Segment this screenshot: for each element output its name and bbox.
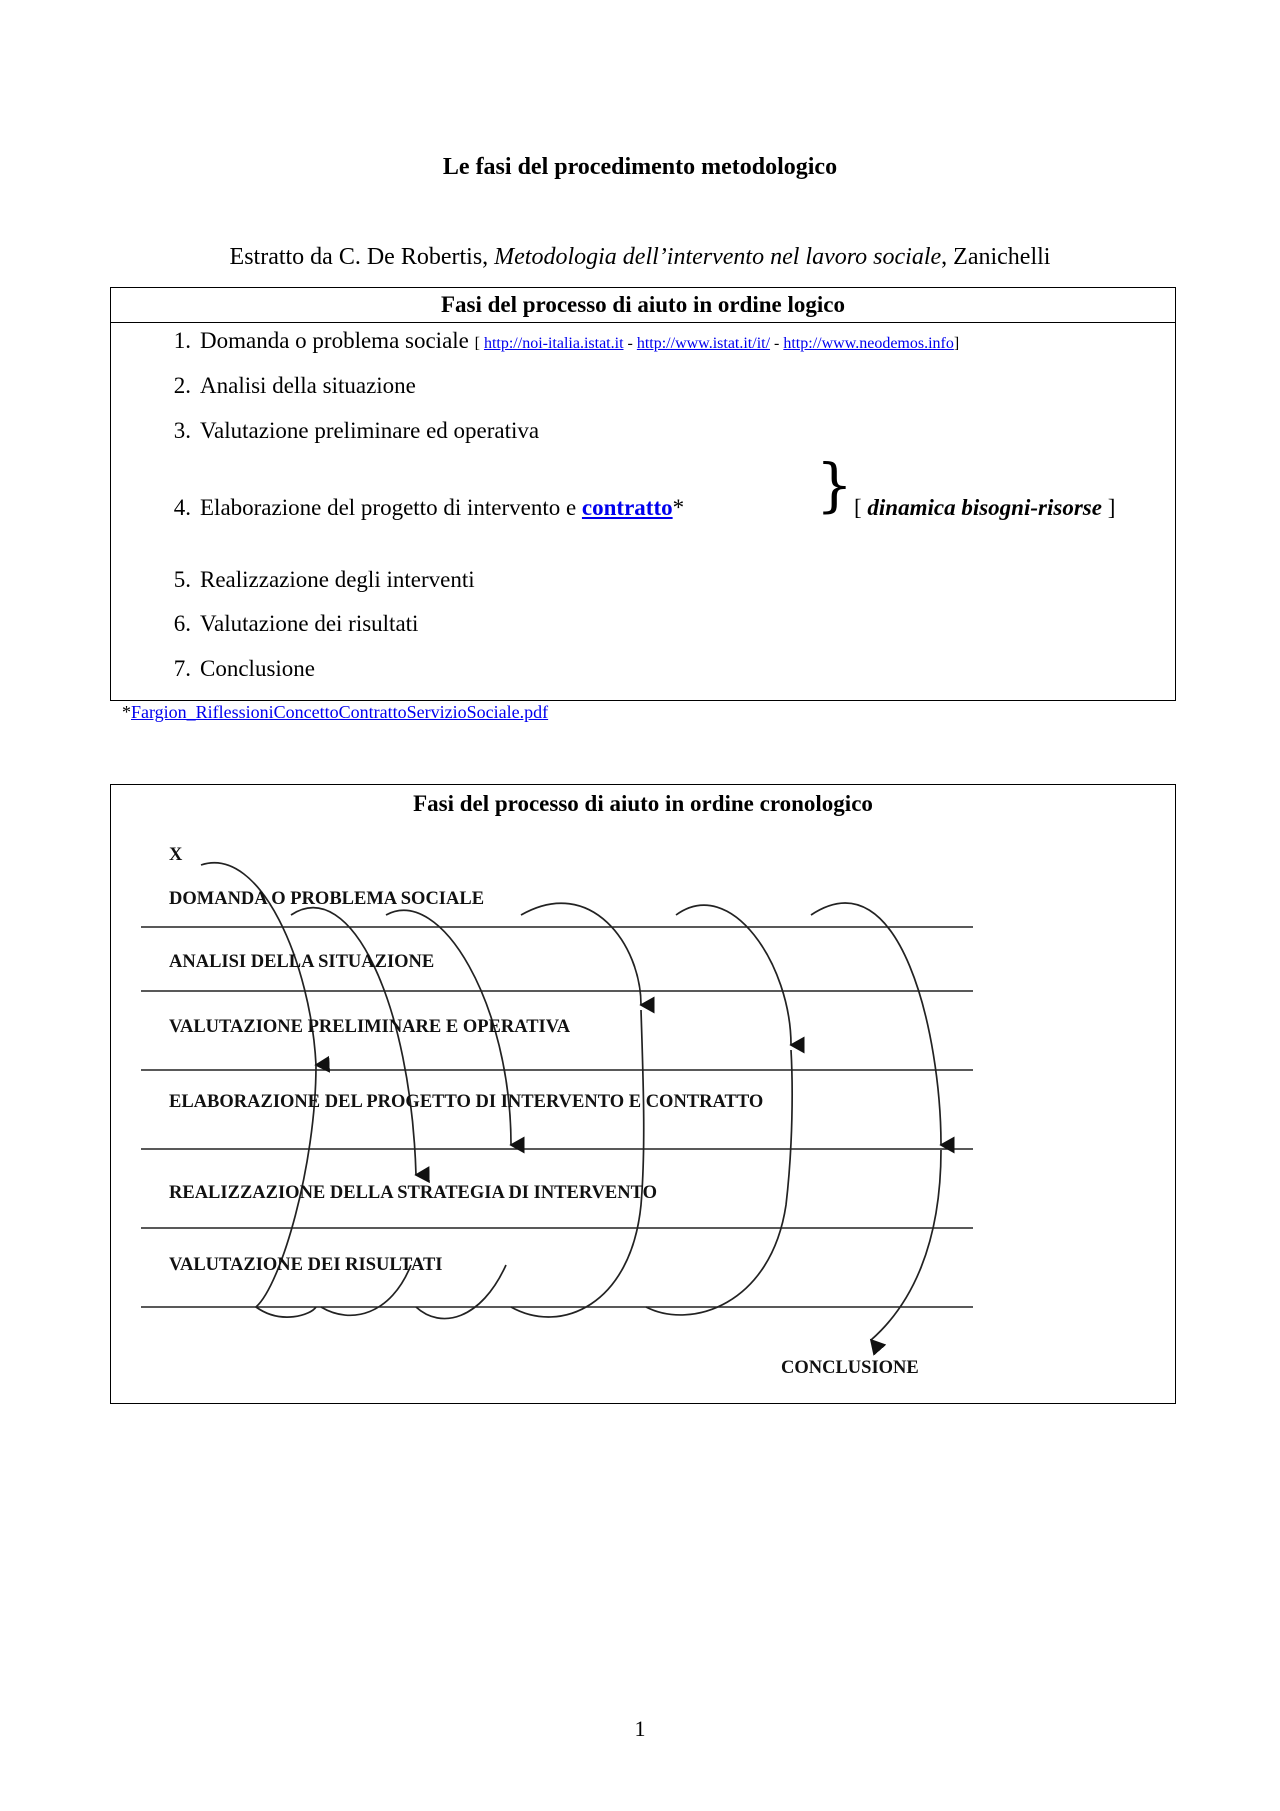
chronological-order-box [110, 784, 1176, 1404]
conclusion-label: CONCLUSIONE [781, 1358, 919, 1378]
logical-order-table [110, 287, 1176, 701]
spiral-loop [511, 1010, 644, 1317]
document-title: Le fasi del procedimento metodologico [442, 154, 838, 180]
dynamics-text: dinamica bisogni-risorse [867, 495, 1102, 520]
item-number: 5. [173, 567, 191, 592]
stage-label: VALUTAZIONE PRELIMINARE E OPERATIVA [169, 1017, 571, 1037]
spiral-arrow [811, 903, 941, 1145]
spiral-arrow [291, 908, 416, 1175]
item-text: Conclusione [200, 656, 315, 681]
stage-label: ELABORAZIONE DEL PROGETTO DI INTERVENTO E CONTRATTO [169, 1092, 764, 1112]
logical-table-header: Fasi del processo di aiuto in ordine logico [111, 288, 1175, 323]
stage-label: DOMANDA O PROBLEMA SOCIALE [169, 889, 485, 909]
page-number: 1 [634, 1716, 646, 1741]
asterisk: * [672, 495, 685, 520]
start-marker: X [169, 845, 183, 865]
item-text: Analisi della situazione [200, 373, 416, 398]
item-text: Valutazione preliminare ed operativa [200, 418, 540, 443]
istat-noi-italia-link[interactable]: http://noi-italia.istat.it [483, 335, 624, 352]
item-text: Valutazione dei risultati [200, 611, 419, 636]
item-text: Domanda o problema sociale [200, 328, 469, 353]
spiral-arrow [676, 905, 791, 1045]
stage-label: ANALISI DELLA SITUAZIONE [169, 952, 435, 972]
reference-links: [ http://noi-italia.istat.it - http://www.istat.it/it/ - http://www.neodemos.info] [474, 335, 960, 352]
item-text: Elaborazione del progetto di intervento e [200, 495, 582, 520]
item-number: 3. [173, 418, 191, 443]
chrono-table-header: Fasi del processo di aiuto in ordine cronologico [413, 791, 873, 816]
istat-link[interactable]: http://www.istat.it/it/ [636, 335, 771, 352]
item-text: Realizzazione degli interventi [200, 567, 475, 592]
spiral-diagram [111, 785, 1175, 1403]
stage-label: REALIZZAZIONE DELLA STRATEGIA DI INTERVENTO [169, 1183, 658, 1203]
contract-link[interactable]: contratto [581, 495, 673, 520]
spiral-arrow [871, 1150, 941, 1340]
spiral-arrow [521, 903, 641, 1005]
spiral-loop [646, 1050, 792, 1315]
neodemos-link[interactable]: http://www.neodemos.info [783, 335, 954, 352]
subtitle-prefix: Estratto da C. De Robertis, [229, 244, 495, 270]
brace-symbol: } [816, 451, 853, 519]
item-number: 6. [173, 611, 191, 636]
item-number: 4. [173, 495, 191, 520]
item-number: 1. [173, 328, 191, 353]
dynamics-note: [ dinamica bisogni-risorse ] [854, 495, 1116, 520]
item-number: 2. [173, 373, 191, 398]
footnote: *Fargion_RiflessioniConcettoContrattoServizioSociale.pdf [122, 702, 549, 722]
document-subtitle [0, 244, 1280, 271]
footnote-pdf-link[interactable]: Fargion_RiflessioniConcettoContrattoServizioSociale.pdf [131, 702, 549, 722]
subtitle-book-title: Metodologia dell’intervento nel lavoro sociale [494, 244, 942, 270]
item-number: 7. [173, 656, 191, 681]
subtitle-suffix: , Zanichelli [941, 244, 1051, 270]
stage-label: VALUTAZIONE DEI RISULTATI [169, 1255, 443, 1275]
